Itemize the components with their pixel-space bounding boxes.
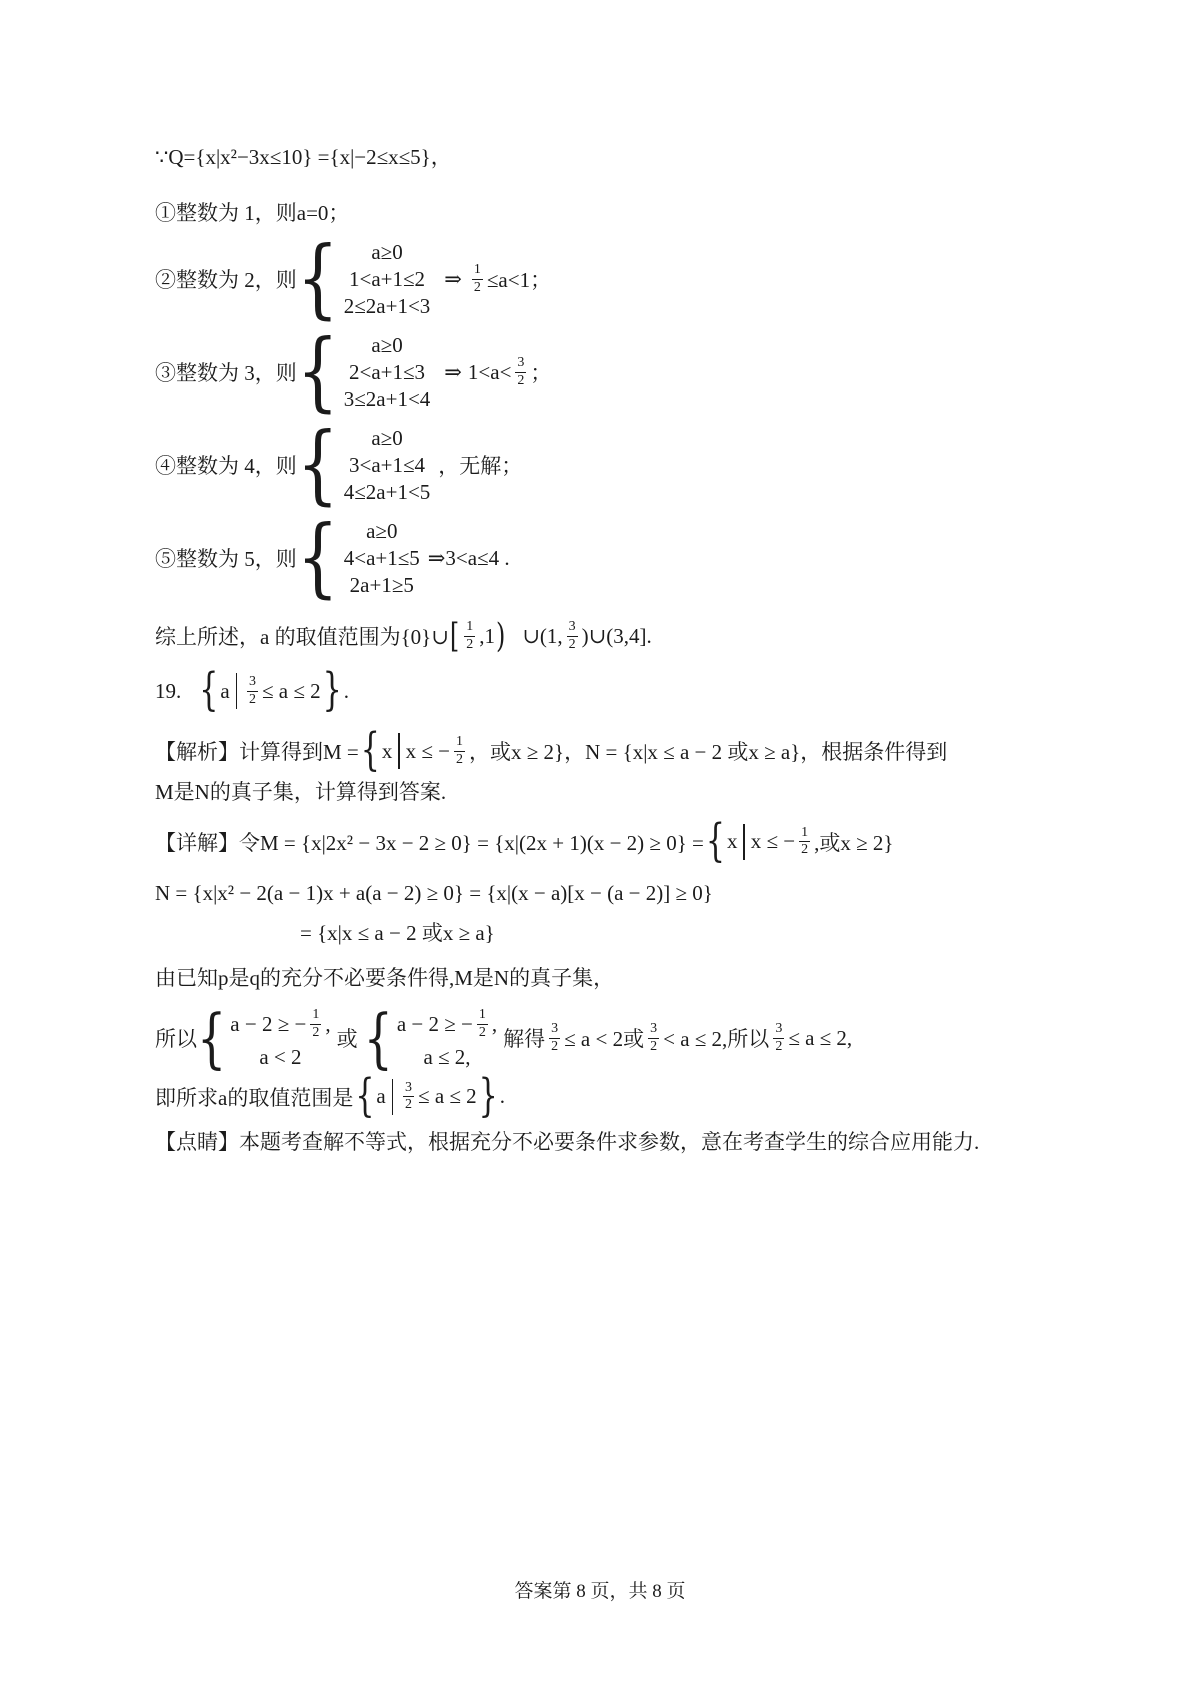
system-row: a≥0 bbox=[371, 425, 403, 450]
set-condition: ≤ a ≤ 2 bbox=[418, 1084, 477, 1109]
left-bracket: [ bbox=[449, 616, 460, 656]
case-3-system-rows bbox=[344, 332, 431, 413]
fraction-numerator: 1 bbox=[454, 734, 465, 752]
fraction-denominator: 2 bbox=[517, 372, 525, 388]
fraction bbox=[477, 1007, 488, 1042]
fraction bbox=[799, 825, 810, 860]
left-brace: { bbox=[705, 814, 725, 868]
case-5-system-rows bbox=[344, 518, 420, 599]
fraction-numerator: 1 bbox=[477, 1007, 488, 1025]
left-brace: { bbox=[296, 414, 339, 515]
system-rows bbox=[230, 1005, 330, 1071]
summary-text-4: )∪(3,4]. bbox=[581, 623, 652, 648]
analysis-head: 【解析】计算得到M = bbox=[155, 740, 359, 765]
set-builder-bar bbox=[236, 673, 237, 709]
fraction-denominator: 2 bbox=[312, 1025, 320, 1041]
case-5-result bbox=[428, 546, 510, 571]
q19-number: 19. bbox=[155, 678, 182, 703]
set-n-line: N = {x|x² − 2(a − 1)x + a(a − 2) ≥ 0} = {x|(x − a)[x − (a − 2)] ≥ 0} bbox=[155, 880, 713, 905]
left-brace: { bbox=[296, 228, 339, 329]
set-builder-bar bbox=[743, 824, 744, 860]
case-2-system bbox=[296, 228, 431, 329]
q19-set-condition: ≤ a ≤ 2 bbox=[261, 678, 321, 703]
solve-label: 解得 bbox=[503, 1027, 546, 1052]
summary-text-1: 综上所述，a 的取值范围为{0}∪ bbox=[155, 625, 449, 650]
remark-line: 【点睛】本题考查解不等式，根据充分不必要条件求参数，意在考查学生的综合应用能力. bbox=[155, 1129, 980, 1154]
math-line-set-q: ∵Q={x|x²−3x≤10} ={x|−2≤x≤5}， bbox=[155, 145, 452, 169]
system-row: 4≤2a+1<5 bbox=[343, 479, 431, 504]
row-text: a − 2 ≥ − bbox=[230, 1011, 307, 1036]
case-5-result-text: ⇒3<a≤4 . bbox=[427, 545, 510, 570]
implies-arrow: ⇒ bbox=[444, 266, 462, 291]
fraction-denominator: 2 bbox=[473, 279, 481, 295]
case-5-system bbox=[296, 507, 420, 608]
q19-answer-line bbox=[155, 664, 1080, 717]
left-brace: { bbox=[296, 507, 339, 608]
case-1-line: ①整数为 1，则a=0； bbox=[155, 201, 350, 226]
set-builder-bar bbox=[392, 1079, 393, 1115]
case-4-system bbox=[296, 414, 431, 515]
fraction-denominator: 2 bbox=[775, 1038, 783, 1054]
case-3-result bbox=[438, 355, 551, 390]
or-label: 或 bbox=[336, 1027, 358, 1052]
fraction-denominator: 2 bbox=[405, 1097, 413, 1113]
fraction bbox=[403, 1080, 414, 1115]
row-text: , bbox=[491, 1011, 498, 1036]
set-builder-bar bbox=[398, 733, 399, 769]
fraction-numerator: 3 bbox=[515, 355, 526, 373]
system-rows bbox=[397, 1005, 497, 1071]
condition-line: 由已知p是q的充分不必要条件得,M是N的真子集， bbox=[155, 965, 615, 990]
system-row: a≥0 bbox=[371, 239, 403, 264]
summary-text-2: ,1 bbox=[479, 623, 495, 648]
fraction bbox=[472, 262, 483, 297]
row-text: , bbox=[325, 1011, 331, 1036]
left-brace: { bbox=[296, 321, 339, 422]
fraction bbox=[310, 1007, 321, 1042]
set-var: x bbox=[381, 738, 393, 763]
q19-period: . bbox=[343, 678, 349, 703]
fraction bbox=[464, 619, 475, 654]
system-row: a≥0 bbox=[371, 332, 403, 357]
case-4-label: ④整数为 4，则 bbox=[155, 454, 297, 479]
fraction-numerator: 3 bbox=[549, 1021, 560, 1039]
analysis-line-2: M是N的真子集，计算得到答案. bbox=[155, 780, 447, 805]
fraction-numerator: 1 bbox=[310, 1007, 321, 1025]
case-4-result bbox=[438, 450, 522, 480]
case-3-result-pre: 1<a< bbox=[467, 359, 512, 384]
row-text: a − 2 ≥ − bbox=[396, 1011, 473, 1036]
set-var: a bbox=[376, 1084, 386, 1109]
case-4-system-rows bbox=[344, 425, 431, 506]
case-2-block bbox=[155, 228, 1080, 329]
system-row: 2a+1≥5 bbox=[349, 572, 414, 597]
solve-text-2: ≤ a < 2或 bbox=[564, 1027, 645, 1052]
case-3-label: ③整数为 3，则 bbox=[155, 361, 297, 386]
fraction bbox=[549, 1021, 560, 1056]
system-row: a < 2 bbox=[259, 1044, 302, 1069]
q19-set-var: a bbox=[220, 678, 230, 703]
set-var: x bbox=[726, 829, 738, 854]
system-row: 3≤2a+1<4 bbox=[343, 386, 431, 411]
fraction-denominator: 2 bbox=[248, 691, 256, 707]
therefore-line bbox=[155, 1000, 1080, 1076]
set-n-continued-line: = {x|x ≤ a − 2 或x ≥ a} bbox=[300, 921, 495, 946]
system-row: a≥0 bbox=[366, 518, 398, 543]
system-row bbox=[397, 1005, 497, 1044]
left-brace: { bbox=[199, 664, 219, 717]
fraction-numerator: 1 bbox=[472, 262, 483, 280]
summary-line bbox=[155, 616, 1080, 656]
system-row bbox=[230, 1005, 330, 1044]
set-relation: x ≤ − bbox=[405, 738, 451, 763]
fraction-denominator: 2 bbox=[568, 636, 576, 652]
analysis-line-1 bbox=[155, 724, 1080, 777]
case-2-result bbox=[438, 262, 551, 297]
fraction-numerator: 3 bbox=[247, 674, 258, 692]
therefore-label: 所以 bbox=[155, 1027, 197, 1052]
system-row: 2≤2a+1<3 bbox=[343, 293, 431, 318]
solve-text-4: ≤ a ≤ 2, bbox=[788, 1025, 853, 1050]
fraction-denominator: 2 bbox=[551, 1038, 559, 1054]
conclusion-text: 即所求a的取值范围是 bbox=[155, 1085, 354, 1110]
left-brace: { bbox=[355, 1069, 375, 1123]
fraction bbox=[773, 1021, 784, 1056]
case-5-label: ⑤整数为 5，则 bbox=[155, 547, 297, 572]
summary-text-3: ∪(1, bbox=[522, 623, 563, 648]
detail-head: 【详解】令M = {x|2x² − 3x − 2 ≥ 0} = {x|(2x + 1)(x − 2) ≥ 0} = bbox=[155, 830, 704, 855]
therefore-system-1 bbox=[197, 1000, 331, 1076]
page-footer: 答案第 8 页，共 8 页 bbox=[514, 1581, 686, 1602]
conclusion-period: . bbox=[499, 1084, 506, 1109]
case-3-result-post: ； bbox=[530, 361, 552, 386]
case-5-block bbox=[155, 507, 1080, 608]
system-row: a ≤ 2, bbox=[423, 1044, 471, 1069]
detail-tail: ,或x ≥ 2} bbox=[814, 830, 894, 855]
implies-arrow: ⇒ bbox=[444, 359, 462, 384]
set-relation: x ≤ − bbox=[750, 829, 796, 854]
right-brace: } bbox=[478, 1069, 498, 1123]
fraction-numerator: 3 bbox=[567, 619, 578, 637]
fraction bbox=[567, 619, 578, 654]
fraction-numerator: 1 bbox=[464, 619, 475, 637]
case-2-result-post: ≤a<1； bbox=[486, 268, 552, 293]
fraction-denominator: 2 bbox=[801, 842, 809, 858]
right-paren: ) bbox=[495, 616, 506, 656]
detail-line-1 bbox=[155, 814, 1080, 868]
fraction-denominator: 2 bbox=[456, 751, 464, 767]
right-brace: } bbox=[322, 664, 342, 717]
system-row: 3<a+1≤4 bbox=[349, 452, 426, 477]
case-3-system bbox=[296, 321, 431, 422]
case-2-system-rows bbox=[344, 239, 431, 320]
fraction-numerator: 1 bbox=[799, 825, 810, 843]
fraction-denominator: 2 bbox=[466, 636, 474, 652]
fraction bbox=[454, 734, 465, 769]
fraction-numerator: 3 bbox=[773, 1021, 784, 1039]
fraction-denominator: 2 bbox=[650, 1038, 658, 1054]
analysis-tail: ，或x ≥ 2}，N = {x|x ≤ a − 2 或x ≥ a}，根据条件得到 bbox=[469, 740, 948, 765]
case-4-block bbox=[155, 414, 1080, 515]
fraction-numerator: 3 bbox=[403, 1080, 414, 1098]
case-2-label: ②整数为 2，则 bbox=[155, 268, 297, 293]
system-row: 1<a+1≤2 bbox=[349, 266, 426, 291]
fraction bbox=[648, 1021, 659, 1056]
system-row: 2<a+1≤3 bbox=[349, 359, 426, 384]
conclusion-line bbox=[155, 1069, 1080, 1123]
fraction bbox=[247, 674, 258, 709]
left-brace: { bbox=[360, 724, 380, 777]
fraction bbox=[515, 355, 526, 390]
system-row: 4<a+1≤5 bbox=[343, 545, 420, 570]
therefore-system-2 bbox=[363, 1000, 498, 1076]
left-brace: { bbox=[197, 1000, 227, 1076]
case-4-result-text: ，无解； bbox=[438, 454, 523, 479]
fraction-denominator: 2 bbox=[478, 1025, 486, 1041]
solve-text-3: < a ≤ 2,所以 bbox=[663, 1027, 770, 1052]
fraction-numerator: 3 bbox=[648, 1021, 659, 1039]
case-3-block bbox=[155, 321, 1080, 422]
left-brace: { bbox=[363, 1000, 393, 1076]
